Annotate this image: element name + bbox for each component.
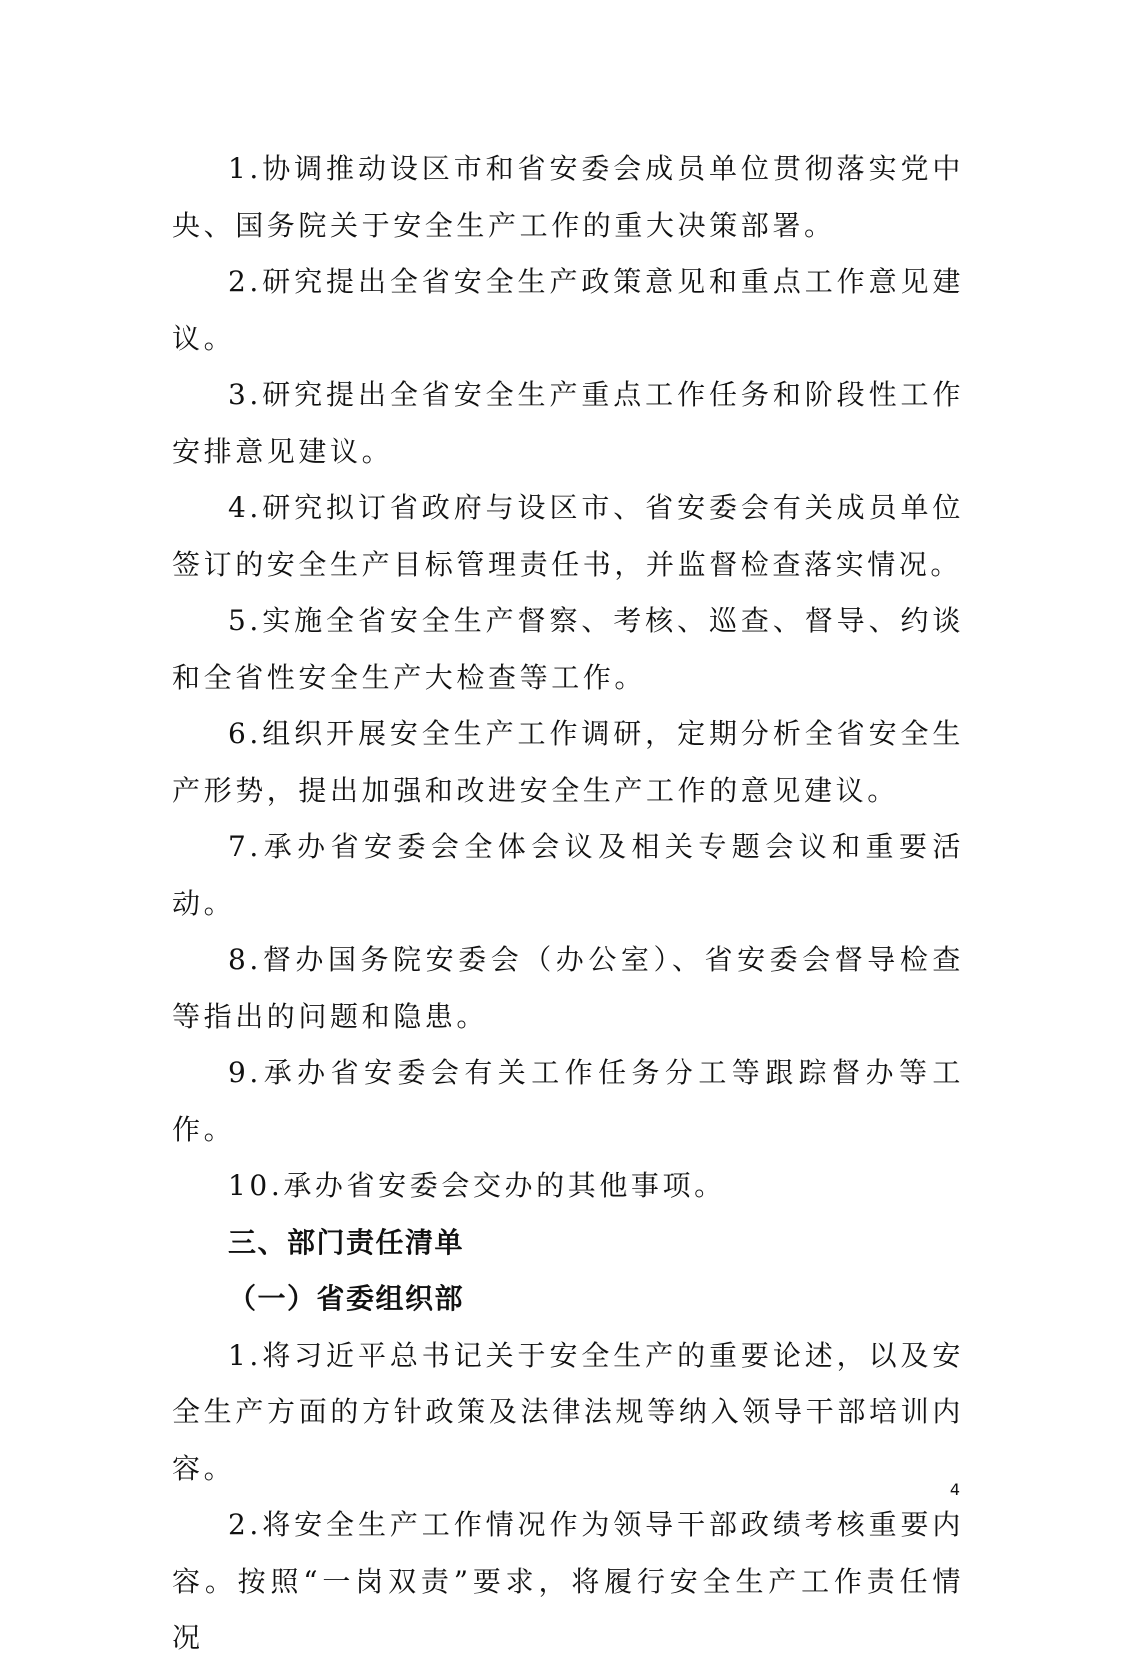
paragraph: 1.协调推动设区市和省安委会成员单位贯彻落实党中央、国务院关于安全生产工作的重大决策部署。 <box>172 152 964 242</box>
paragraph: 3.研究提出全省安全生产重点工作任务和阶段性工作安排意见建议。 <box>172 378 964 468</box>
paragraph: 6.组织开展安全生产工作调研，定期分析全省安全生产形势，提出加强和改进安全生产工作的意见建议。 <box>172 717 964 807</box>
page-content <box>172 141 964 1667</box>
paragraph: 2.研究提出全省安全生产政策意见和重点工作意见建议。 <box>172 265 964 355</box>
paragraph: 9.承办省安委会有关工作任务分工等跟踪督办等工作。 <box>172 1056 964 1146</box>
paragraph: 2.将安全生产工作情况作为领导干部政绩考核重要内容。按照“一岗双责”要求，将履行安全生产工作责任情况 <box>172 1508 964 1654</box>
paragraph: 4.研究拟订省政府与设区市、省安委会有关成员单位签订的安全生产目标管理责任书，并监督检查落实情况。 <box>172 491 964 581</box>
paragraph: 5.实施全省安全生产督察、考核、巡查、督导、约谈和全省性安全生产大检查等工作。 <box>172 604 964 694</box>
paragraph: 1.将习近平总书记关于安全生产的重要论述，以及安全生产方面的方针政策及法律法规等纳入领导干部培训内容。 <box>172 1338 964 1485</box>
paragraph: 8.督办国务院安委会（办公室）、省安委会督导检查等指出的问题和隐患。 <box>172 943 964 1033</box>
paragraph: 10.承办省安委会交办的其他事项。 <box>228 1169 726 1202</box>
subsection-heading: （一）省委组织部 <box>228 1282 465 1315</box>
paragraph: 7.承办省安委会全体会议及相关专题会议和重要活动。 <box>172 830 964 920</box>
section-heading: 三、部门责任清单 <box>228 1225 465 1259</box>
page-number: 4 <box>949 1480 960 1499</box>
